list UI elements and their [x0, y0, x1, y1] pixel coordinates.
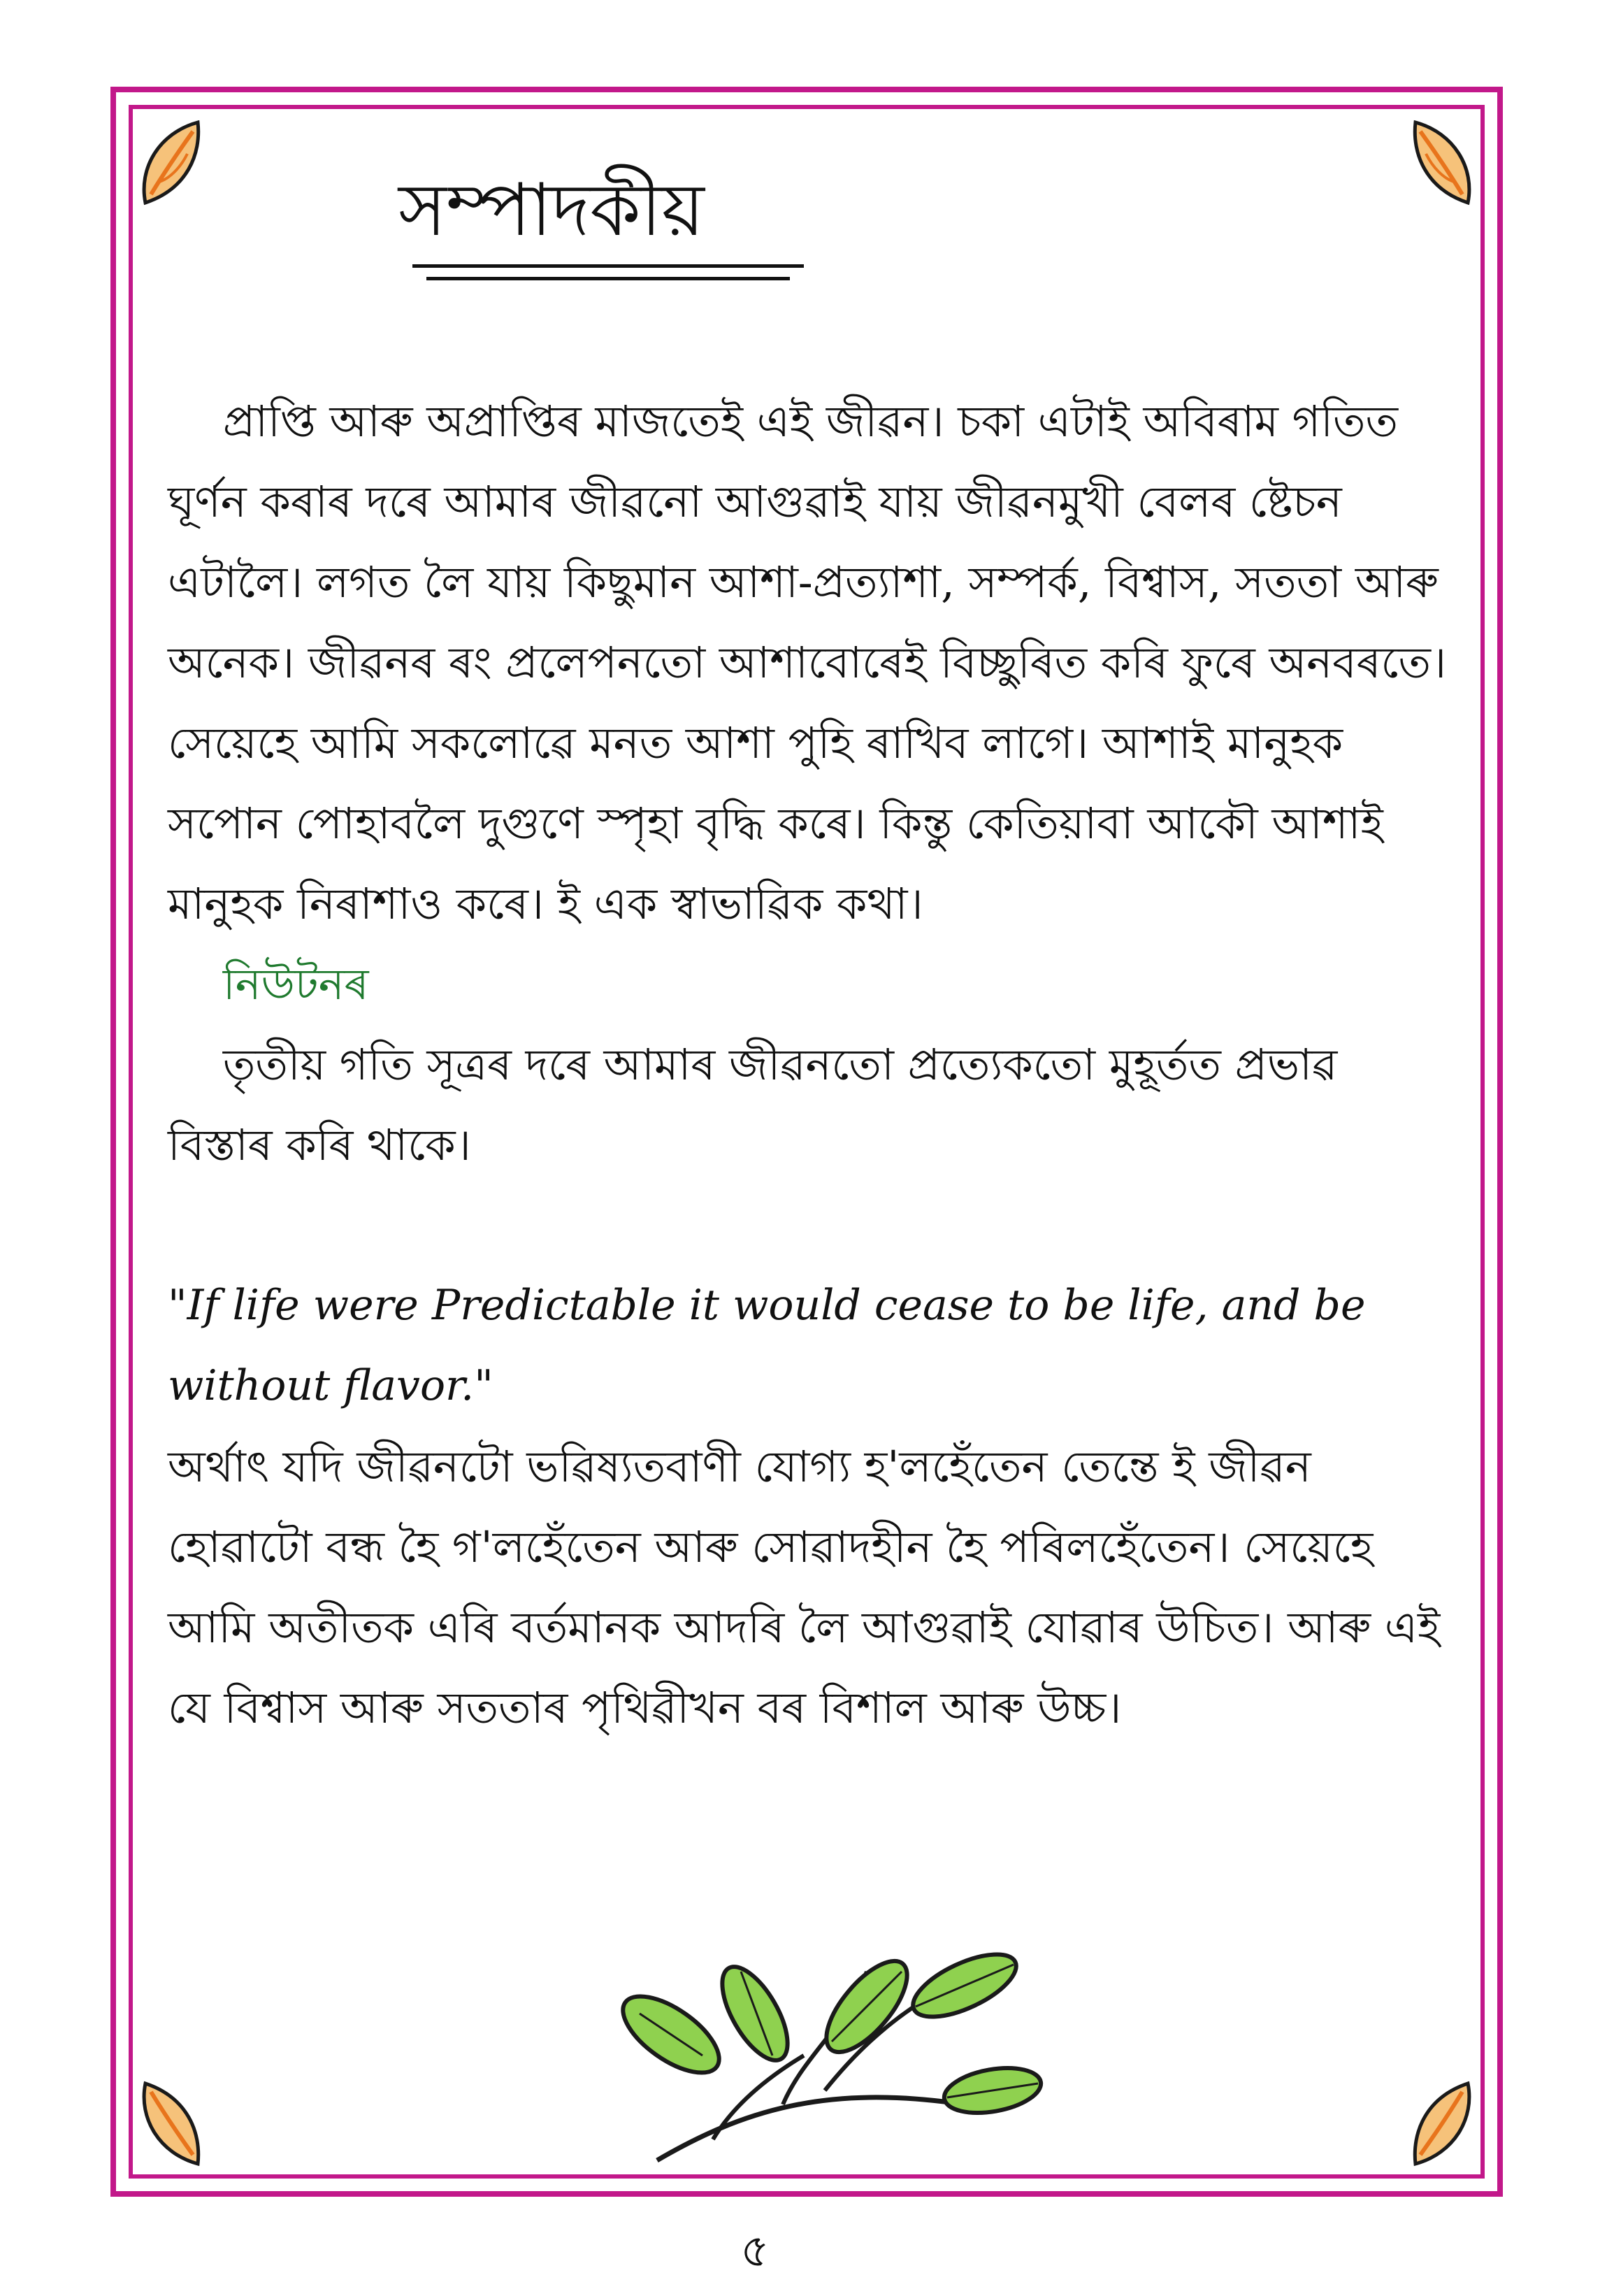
highlight-word: নিউটনৰ [222, 959, 369, 1010]
page-title: সম্পাদকীয় [398, 167, 705, 252]
title-underline [426, 277, 790, 280]
paragraph-1-continued: তৃতীয় গতি সূত্ৰৰ দৰে আমাৰ জীৱনতো প্ৰত্যেকতো মুহূৰ্তত প্ৰভাৱ বিস্তাৰ কৰি থাকে। [168, 1039, 1352, 1170]
corner-leaf-icon [131, 2069, 208, 2174]
paragraph-2: অৰ্থাৎ যদি জীৱনটো ভৱিষ্যতবাণী যোগ্য হ'লহেঁতেন তেন্তে ই জীৱন হোৱাটো বন্ধ হৈ গ'লহেঁতেন আৰু সোৱাদহীন হৈ পৰিলহেঁতেন। সেয়েহে আমি অতীতক এৰি বৰ্তমানক আদৰি লৈ আগুৱাই যোৱাৰ উচিত। আৰু এই যে বিশ্বাস আৰু সততাৰ পৃথিৱীখন বৰ বিশাল আৰু উচ্চ। [168, 1441, 1455, 1733]
leaf-sprig-icon [573, 1930, 1048, 2181]
corner-leaf-icon [1405, 112, 1482, 217]
english-quote: "If life were Predictable it would cease to be life, and be without flavor." [168, 1281, 1379, 1410]
corner-leaf-icon [1405, 2069, 1482, 2174]
corner-leaf-icon [131, 112, 208, 217]
page-number: ৫ [740, 2225, 770, 2277]
title-underline [412, 264, 804, 268]
paragraph-1: প্ৰাপ্তি আৰু অপ্ৰাপ্তিৰ মাজতেই এই জীৱন। চকা এটাই অবিৰাম গতিত ঘূৰ্ণন কৰাৰ দৰে আমাৰ জীৱনো আগুৱাই যায় জীৱনমুখী বেলৰ ষ্টেচন এটালৈ। লগত লৈ যায় কিছুমান আশা-প্ৰত্যাশা, সম্পৰ্ক, বিশ্বাস, সততা আৰু অনেক। জীৱনৰ ৰং প্ৰলেপনতো আশাবোৰেই বিচ্ছুৰিত কৰি ফুৰে অনবৰতে। সেয়েহে আমি সকলোৱে মনত আশা পুহি ৰাখিব লাগে। আশাই মানুহক সপোন পোহাবলৈ দুগুণে স্পৃহা বৃদ্ধি কৰে। কিন্তু কেতিয়াবা আকৌ আশাই মানুহক নিৰাশাও কৰে। ই এক স্বাভাৱিক কথা। [168, 396, 1460, 929]
editorial-body [168, 301, 1460, 1923]
